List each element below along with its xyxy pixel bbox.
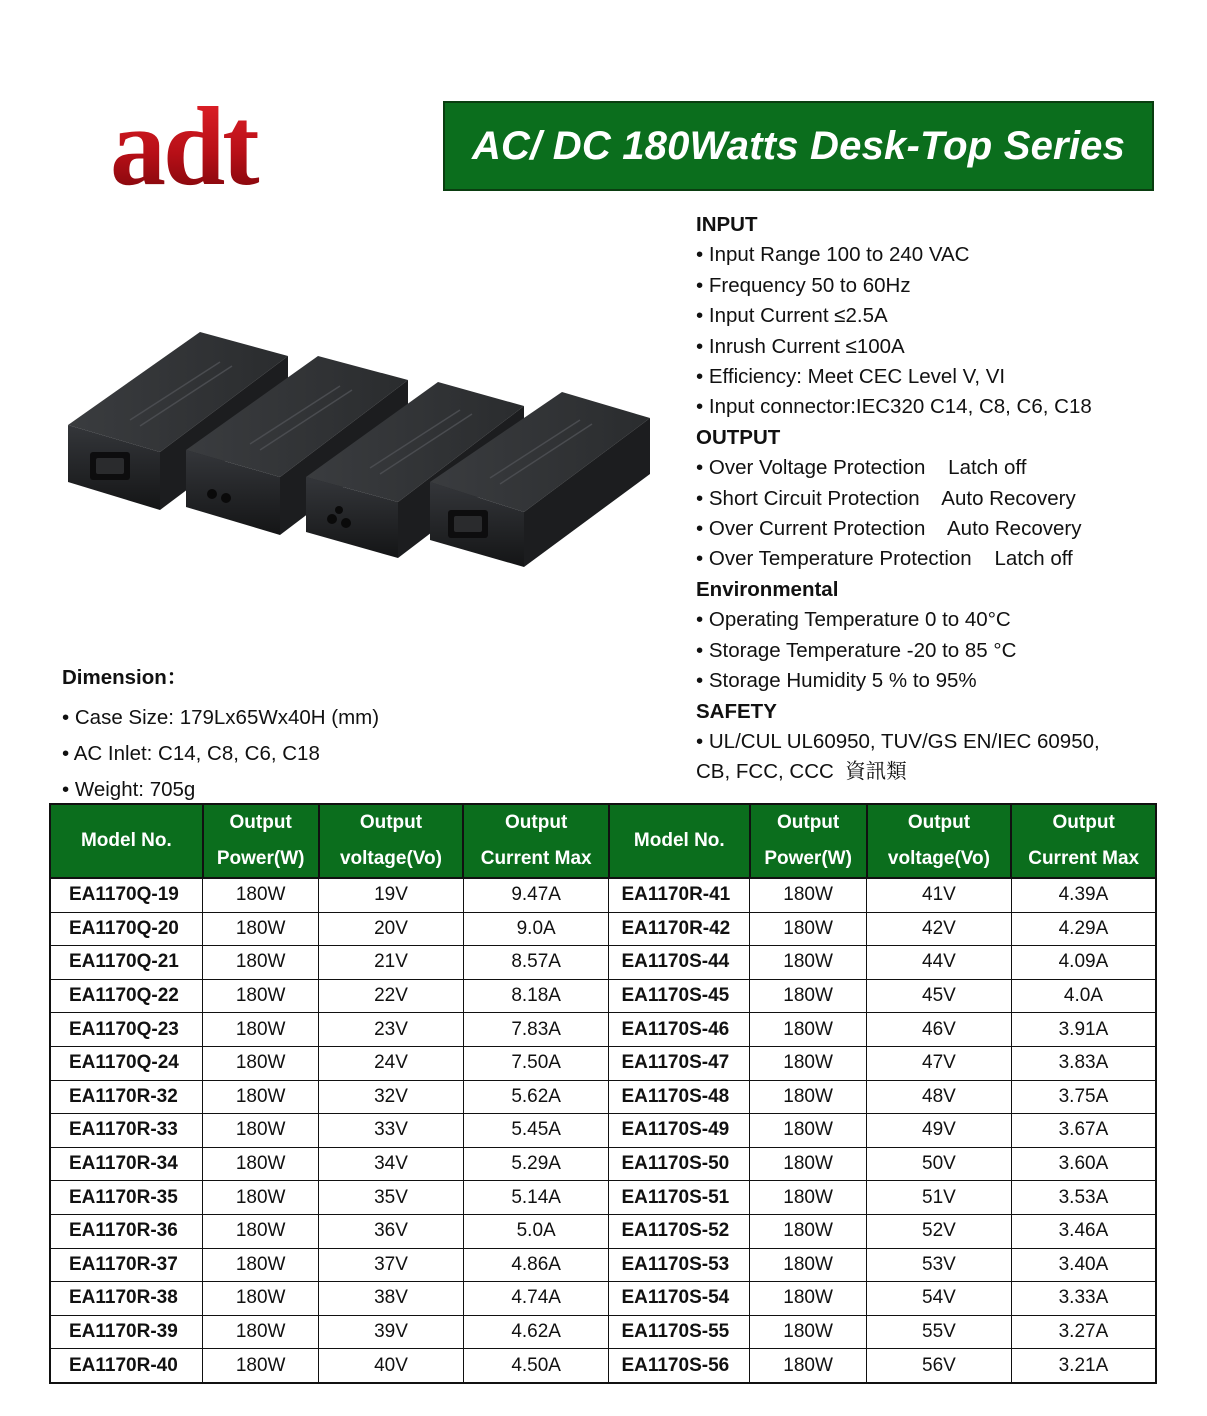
table-cell: 180W [750,1114,867,1148]
model-number-cell: EA1170Q-24 [50,1046,203,1080]
column-header-line: Output [229,812,292,833]
model-number-cell: EA1170R-32 [50,1080,203,1114]
table-cell: 44V [867,946,1012,980]
safety-standards: • UL/CUL UL60950, TUV/GS EN/IEC 60950, [696,729,1100,753]
table-cell: 3.67A [1011,1114,1156,1148]
table-cell: 180W [750,1046,867,1080]
model-number-cell: EA1170R-41 [609,878,750,912]
model-number-cell: EA1170S-44 [609,946,750,980]
table-cell: 4.86A [463,1248,609,1282]
input-frequency: • Frequency 50 to 60Hz [696,273,911,297]
ac-inlet: • AC Inlet: C14, C8, C6, C18 [62,742,320,765]
column-header-line: Output [359,812,423,833]
table-cell: 180W [203,1315,319,1349]
model-number-cell: EA1170Q-19 [50,878,203,912]
column-header-line: Power(W) [216,848,305,869]
table-cell: 24V [319,1046,464,1080]
table-cell: 3.46A [1011,1214,1156,1248]
model-number-cell: EA1170S-56 [609,1349,750,1383]
table-cell: 49V [867,1114,1012,1148]
model-number-cell: EA1170Q-23 [50,1013,203,1047]
table-cell: 39V [319,1315,464,1349]
table-cell: 180W [750,1282,867,1316]
model-number-cell: EA1170S-54 [609,1282,750,1316]
column-header-line: Model No. [80,830,172,851]
table-row [50,1181,1156,1215]
table-cell: 8.18A [463,979,609,1013]
table-cell: 45V [867,979,1012,1013]
table-cell: 4.09A [1011,946,1156,980]
table-cell: 5.62A [463,1080,609,1114]
table-cell: 180W [750,878,867,912]
model-number-cell: EA1170R-36 [50,1214,203,1248]
table-cell: 47V [867,1046,1012,1080]
table-row [50,1046,1156,1080]
model-number-cell: EA1170R-39 [50,1315,203,1349]
table-cell: 46V [867,1013,1012,1047]
input-current: • Input Current ≤2.5A [696,304,888,328]
column-header-line: voltage(Vo) [339,848,442,869]
column-header [463,804,609,878]
table-cell: 3.91A [1011,1013,1156,1047]
input-range: • Input Range 100 to 240 VAC [696,243,970,267]
table-cell: 180W [203,1349,319,1383]
weight: • Weight: 705g [62,778,196,801]
model-number-cell: EA1170Q-20 [50,912,203,946]
product-image [60,322,660,572]
table-cell: 7.50A [463,1046,609,1080]
column-header [203,804,319,878]
model-number-cell: EA1170Q-22 [50,979,203,1013]
model-table [49,803,1157,1384]
table-cell: 180W [750,1214,867,1248]
table-cell: 37V [319,1248,464,1282]
table-cell: 180W [203,1147,319,1181]
table-cell: 180W [750,1349,867,1383]
table-cell: 4.74A [463,1282,609,1316]
table-cell: 53V [867,1248,1012,1282]
column-header-line: Current Max [1028,848,1140,869]
table-cell: 180W [203,946,319,980]
column-header [50,804,203,878]
table-cell: 4.62A [463,1315,609,1349]
over-current-protection: • Over Current Protection Auto Recovery [696,517,1082,541]
table-cell: 9.47A [463,878,609,912]
table-cell: 5.29A [463,1147,609,1181]
table-cell: 180W [203,979,319,1013]
output-heading: OUTPUT [696,425,781,449]
storage-humidity: • Storage Humidity 5 % to 95% [696,669,977,693]
input-connector: • Input connector:IEC320 C14, C8, C6, C18 [696,395,1092,419]
model-number-cell: EA1170S-48 [609,1080,750,1114]
model-number-cell: EA1170Q-21 [50,946,203,980]
input-heading: INPUT [696,213,758,236]
table-cell: 180W [203,1214,319,1248]
table-body [50,878,1156,1383]
table-cell: 180W [750,1013,867,1047]
model-number-cell: EA1170S-53 [609,1248,750,1282]
model-number-cell: EA1170R-35 [50,1181,203,1215]
logo-text: adt [110,98,257,198]
model-number-cell: EA1170R-40 [50,1349,203,1383]
column-header-line: Current Max [480,848,592,869]
table-cell: 3.21A [1011,1349,1156,1383]
table-cell: 4.0A [1011,979,1156,1013]
model-number-cell: EA1170S-46 [609,1013,750,1047]
specifications [696,210,1166,788]
table-cell: 4.50A [463,1349,609,1383]
adt-logo [108,98,348,198]
model-number-cell: EA1170R-34 [50,1147,203,1181]
model-number-cell: EA1170R-37 [50,1248,203,1282]
table-cell: 180W [203,912,319,946]
title-banner [443,101,1154,191]
case-size: • Case Size: 179Lx65Wx40H (mm) [62,706,380,729]
table-cell: 180W [203,878,319,912]
column-header [1011,804,1156,878]
column-header [319,804,464,878]
table-cell: 33V [319,1114,464,1148]
table-cell: 51V [867,1181,1012,1215]
table-row [50,1214,1156,1248]
table-cell: 3.27A [1011,1315,1156,1349]
table-cell: 9.0A [463,912,609,946]
safety-certifications: CB, FCC, CCC 資訊類 [696,760,907,784]
table-cell: 42V [867,912,1012,946]
model-number-cell: EA1170S-47 [609,1046,750,1080]
table-row [50,1013,1156,1047]
table-cell: 5.0A [463,1214,609,1248]
column-header [750,804,867,878]
table-row [50,1080,1156,1114]
table-cell: 180W [203,1181,319,1215]
table-cell: 52V [867,1214,1012,1248]
model-number-cell: EA1170R-38 [50,1282,203,1316]
table-cell: 180W [203,1114,319,1148]
table-cell: 7.83A [463,1013,609,1047]
model-number-cell: EA1170S-52 [609,1214,750,1248]
table-row [50,979,1156,1013]
column-header-line: voltage(Vo) [887,848,990,869]
model-number-cell: EA1170R-33 [50,1114,203,1148]
table-cell: 180W [203,1046,319,1080]
environmental-heading: Environmental [696,577,839,601]
dimension-section [62,660,379,808]
table-cell: 38V [319,1282,464,1316]
table-row [50,878,1156,912]
table-cell: 48V [867,1080,1012,1114]
safety-heading: SAFETY [696,699,777,723]
table-cell: 36V [319,1214,464,1248]
column-header-line: Output [776,812,840,833]
table-cell: 180W [203,1248,319,1282]
table-cell: 21V [319,946,464,980]
operating-temperature: • Operating Temperature 0 to 40°C [696,608,1011,632]
storage-temperature: • Storage Temperature -20 to 85 °C [696,638,1017,662]
table-cell: 180W [750,1080,867,1114]
table-cell: 34V [319,1147,464,1181]
table-row [50,1315,1156,1349]
efficiency: • Efficiency: Meet CEC Level V, VI [696,365,1006,389]
table-cell: 54V [867,1282,1012,1316]
table-row [50,912,1156,946]
page-title: AC/ DC 180Watts Desk-Top Series [471,123,1126,168]
model-number-cell: EA1170R-42 [609,912,750,946]
column-header-line: Power(W) [764,848,852,869]
table-row [50,946,1156,980]
table-row [50,1147,1156,1181]
table-row [50,1248,1156,1282]
inrush-current: • Inrush Current ≤100A [696,334,905,358]
table-cell: 3.40A [1011,1248,1156,1282]
model-number-cell: EA1170S-51 [609,1181,750,1215]
model-number-cell: EA1170S-45 [609,979,750,1013]
table-cell: 5.14A [463,1181,609,1215]
column-header [867,804,1012,878]
table-cell: 3.75A [1011,1080,1156,1114]
table-cell: 22V [319,979,464,1013]
table-cell: 3.60A [1011,1147,1156,1181]
table-cell: 32V [319,1080,464,1114]
table-cell: 41V [867,878,1012,912]
table-cell: 180W [750,912,867,946]
over-voltage-protection: • Over Voltage Protection Latch off [696,456,1027,480]
table-cell: 180W [203,1080,319,1114]
table-cell: 40V [319,1349,464,1383]
table-cell: 3.53A [1011,1181,1156,1215]
table-cell: 180W [750,1315,867,1349]
column-header-line: Model No. [633,830,725,851]
table-cell: 180W [750,1181,867,1215]
over-temperature-protection: • Over Temperature Protection Latch off [696,547,1073,571]
table-cell: 56V [867,1349,1012,1383]
table-cell: 23V [319,1013,464,1047]
table-row [50,1349,1156,1383]
table-cell: 180W [203,1282,319,1316]
column-header-line: Output [907,812,971,833]
column-header-line: Output [1052,812,1115,833]
dimension-heading: Dimension： [62,666,188,689]
model-number-cell: EA1170S-49 [609,1114,750,1148]
table-cell: 19V [319,878,464,912]
table-header-row [50,804,1156,878]
table-cell: 35V [319,1181,464,1215]
table-cell: 180W [750,946,867,980]
table-cell: 180W [750,979,867,1013]
table-cell: 5.45A [463,1114,609,1148]
column-header-line: Output [505,812,568,833]
table-cell: 55V [867,1315,1012,1349]
model-number-cell: EA1170S-50 [609,1147,750,1181]
table-row [50,1282,1156,1316]
table-cell: 3.33A [1011,1282,1156,1316]
table-cell: 180W [750,1147,867,1181]
table-cell: 4.39A [1011,878,1156,912]
table-cell: 8.57A [463,946,609,980]
table-cell: 4.29A [1011,912,1156,946]
table-cell: 180W [750,1248,867,1282]
table-cell: 50V [867,1147,1012,1181]
table-row [50,1114,1156,1148]
table-cell: 180W [203,1013,319,1047]
table-cell: 3.83A [1011,1046,1156,1080]
short-circuit-protection: • Short Circuit Protection Auto Recovery [696,486,1076,510]
table-cell: 20V [319,912,464,946]
model-number-cell: EA1170S-55 [609,1315,750,1349]
column-header [609,804,750,878]
